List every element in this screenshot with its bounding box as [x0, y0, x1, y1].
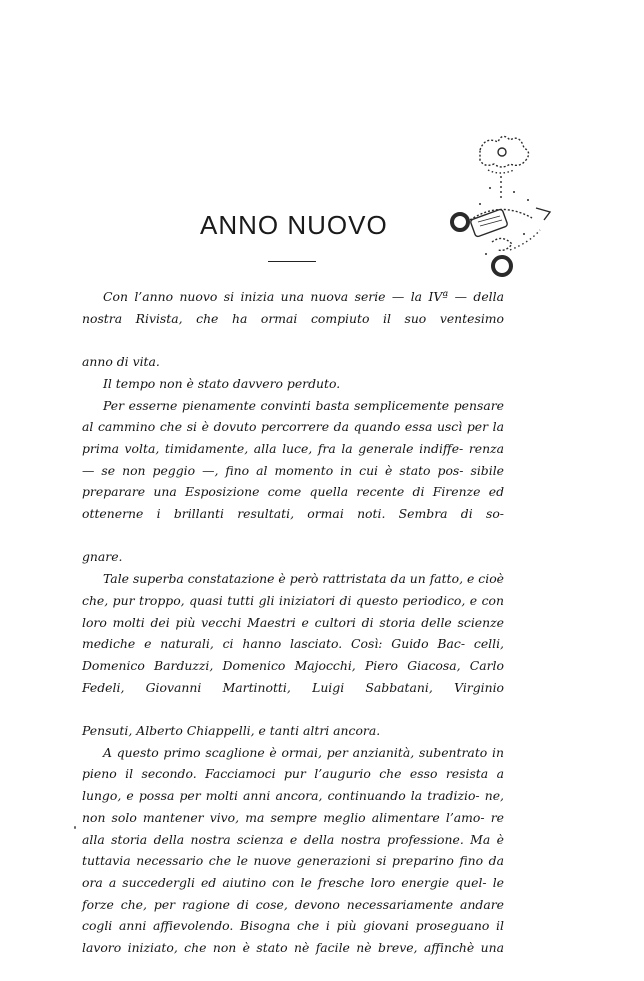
title-divider [268, 261, 316, 262]
paragraph-line: anno di vita. [82, 354, 160, 370]
paragraph: Per esserne pienamente convinti basta semplicemente pensare al cammino che si è dovuto percorrere da quando essa uscì per la prima volta, timidamente, alla luce, fra la generale indiffe- renza — se non peggio —, fino al momento in cui è stato pos- sibile preparare una Esposizione come quella recente di Firenze ed ottenerne i brillanti resultati, ormai noti. Sembra di so- [82, 397, 504, 522]
paragraph: A questo primo scaglione è ormai, per anzianità, subentrato in pieno il secondo. Facciamoci pur l’augurio che esso resista a lungo, e possa per molti anni ancora, continuando la tradizio- ne, non solo mantener vivo, ma sempre meglio alimentare l’amo- re alla storia della nostra scienza e della nostra professione. Ma è tuttavia necessario che le nuove generazioni si preparino fino da ora a succedergli ed aiutino con le fresche loro energie quel- le forze che, per ragione di cose, devono necessariamente andare cogli anni affievolendo. Bisogna che i più giovani proseguano il lavoro iniziato, che non è stato nè facile nè breve, affinchè una [82, 744, 504, 956]
print-speck [74, 826, 76, 829]
paragraph-line: gnare. [82, 549, 123, 565]
decorative-emblem-icon [440, 130, 560, 290]
paragraph: Tale superba constatazione è però rattristata da un fatto, e cioè che, pur troppo, quasi tutti gli iniziatori di questo periodico, e con loro molti dei più vecchi Maestri e cultori di storia delle scienze mediche e naturali, ci hanno lasciato. Così: Guido Bac- celli, Domenico Barduzzi, Domenico Majocchi, Piero Giacosa, Carlo Fedeli, Giovanni Martinotti, Luigi Sabbatani, Virginio [82, 571, 504, 695]
paragraph-line: Pensuti, Alberto Chiappelli, e tanti altri ancora. [82, 723, 381, 739]
article-title: ANNO NUOVO [200, 210, 388, 240]
paragraph: Con l’anno nuovo si inizia una nuova serie — la IVª — della nostra Rivista, che ha ormai compiuto il suo ventesimo [82, 289, 504, 326]
article-body [82, 286, 504, 981]
paragraph: Il tempo non è stato davvero perduto. [103, 375, 341, 391]
